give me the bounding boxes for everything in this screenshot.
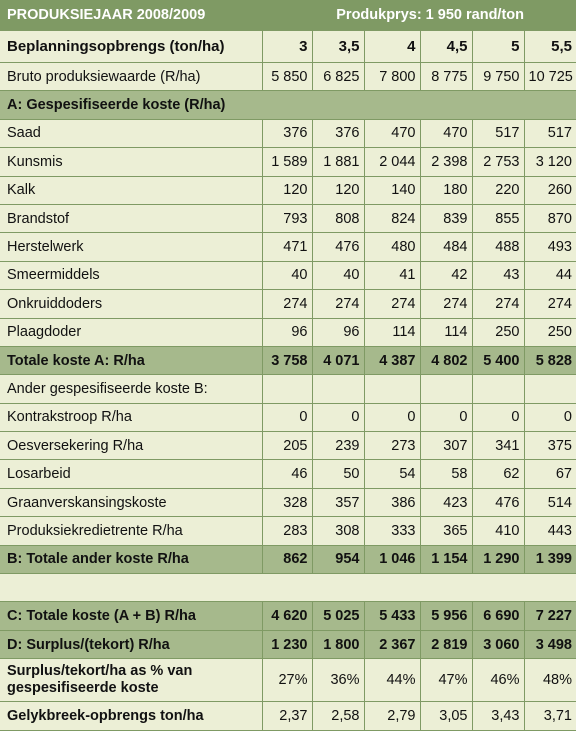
- row-label: Gelykbreek-opbrengs ton/ha: [0, 702, 262, 730]
- section-b-title: Ander gespesifiseerde koste B:: [0, 375, 262, 403]
- cell: 5 828: [524, 346, 576, 374]
- spacer-row: [0, 574, 576, 602]
- table-row: [0, 488, 576, 516]
- cell: [524, 375, 576, 403]
- cell: 283: [262, 517, 312, 545]
- row-label: Kontrakstroop R/ha: [0, 403, 262, 431]
- cell: 954: [312, 545, 364, 573]
- cell: 6 690: [472, 602, 524, 630]
- cell: 471: [262, 233, 312, 261]
- spacer: [0, 574, 576, 602]
- cell: 220: [472, 176, 524, 204]
- cell: 120: [312, 176, 364, 204]
- header-col: 4: [364, 31, 420, 63]
- product-price-title: Produkprys: 1 950 rand/ton: [336, 7, 524, 23]
- cell: 1 881: [312, 148, 364, 176]
- row-label: Surplus/tekort/ha as % van gespesifiseerde koste: [0, 659, 262, 702]
- cell: 470: [364, 119, 420, 147]
- cell: 488: [472, 233, 524, 261]
- cell: 1 290: [472, 545, 524, 573]
- cell: 824: [364, 204, 420, 232]
- cell: 3 120: [524, 148, 576, 176]
- cell: 870: [524, 204, 576, 232]
- cell: 2 753: [472, 148, 524, 176]
- cell: 274: [420, 290, 472, 318]
- cell: 5 025: [312, 602, 364, 630]
- header-col: 3: [262, 31, 312, 63]
- cell: 0: [472, 403, 524, 431]
- surplus-row: [0, 630, 576, 658]
- cell: 443: [524, 517, 576, 545]
- gross-value-row: [0, 63, 576, 91]
- cell: 0: [262, 403, 312, 431]
- cell: 40: [312, 261, 364, 289]
- cell: 410: [472, 517, 524, 545]
- cell: 365: [420, 517, 472, 545]
- cell: 480: [364, 233, 420, 261]
- cell: 5 400: [472, 346, 524, 374]
- cell: 307: [420, 432, 472, 460]
- cell: [262, 375, 312, 403]
- cell: 341: [472, 432, 524, 460]
- cell: 96: [262, 318, 312, 346]
- cell: 58: [420, 460, 472, 488]
- breakeven-row: [0, 702, 576, 730]
- percent-row: [0, 659, 576, 702]
- cell: 2,58: [312, 702, 364, 730]
- cell: 2 367: [364, 630, 420, 658]
- cell: 5 433: [364, 602, 420, 630]
- cell: 1 154: [420, 545, 472, 573]
- row-label: Onkruiddoders: [0, 290, 262, 318]
- cell: 386: [364, 488, 420, 516]
- table-row: [0, 318, 576, 346]
- cell: 44%: [364, 659, 420, 702]
- cell: 2 398: [420, 148, 472, 176]
- cell: 357: [312, 488, 364, 516]
- table-row: [0, 517, 576, 545]
- table-row: [0, 176, 576, 204]
- cell: 10 725: [524, 63, 576, 91]
- table-row: [0, 432, 576, 460]
- row-label: B: Totale ander koste R/ha: [0, 545, 262, 573]
- cell: 517: [524, 119, 576, 147]
- cell: 493: [524, 233, 576, 261]
- cell: 180: [420, 176, 472, 204]
- cell: 48%: [524, 659, 576, 702]
- cell: 470: [420, 119, 472, 147]
- section-a-title: A: Gespesifiseerde koste (R/ha): [0, 91, 576, 119]
- row-label: Smeermiddels: [0, 261, 262, 289]
- cell: 476: [472, 488, 524, 516]
- cell: 5 956: [420, 602, 472, 630]
- total-b-row: [0, 545, 576, 573]
- cell: 375: [524, 432, 576, 460]
- cell: 3,71: [524, 702, 576, 730]
- cell: 0: [524, 403, 576, 431]
- cell: 333: [364, 517, 420, 545]
- table-row: [0, 119, 576, 147]
- cell: 274: [524, 290, 576, 318]
- row-label: C: Totale koste (A + B) R/ha: [0, 602, 262, 630]
- cell: 2 044: [364, 148, 420, 176]
- cell: 376: [262, 119, 312, 147]
- table-row: [0, 148, 576, 176]
- cell: 27%: [262, 659, 312, 702]
- cell: 376: [312, 119, 364, 147]
- title-bar: [0, 0, 576, 30]
- cell: 1 589: [262, 148, 312, 176]
- header-col: 5,5: [524, 31, 576, 63]
- cell: 7 800: [364, 63, 420, 91]
- cell: 62: [472, 460, 524, 488]
- cell: 3,43: [472, 702, 524, 730]
- row-label: Losarbeid: [0, 460, 262, 488]
- cell: 42: [420, 261, 472, 289]
- cell: 1 399: [524, 545, 576, 573]
- cell: 44: [524, 261, 576, 289]
- cell: 46%: [472, 659, 524, 702]
- cell: 140: [364, 176, 420, 204]
- cell: 0: [312, 403, 364, 431]
- cell: 40: [262, 261, 312, 289]
- cell: 8 775: [420, 63, 472, 91]
- cell: 36%: [312, 659, 364, 702]
- cell: 3 758: [262, 346, 312, 374]
- section-a-heading: [0, 91, 576, 119]
- cell: 1 046: [364, 545, 420, 573]
- cell: [364, 375, 420, 403]
- cell: 274: [262, 290, 312, 318]
- table-row: [0, 233, 576, 261]
- production-year-title: PRODUKSIEJAAR 2008/2009: [7, 7, 206, 23]
- row-label: Plaagdoder: [0, 318, 262, 346]
- cell: 250: [472, 318, 524, 346]
- cell: 50: [312, 460, 364, 488]
- cell: 205: [262, 432, 312, 460]
- cost-table: [0, 30, 576, 731]
- cell: 7 227: [524, 602, 576, 630]
- row-label: Kunsmis: [0, 148, 262, 176]
- cell: 9 750: [472, 63, 524, 91]
- row-label: Herstelwerk: [0, 233, 262, 261]
- cell: 6 825: [312, 63, 364, 91]
- cell: 260: [524, 176, 576, 204]
- cell: [312, 375, 364, 403]
- cell: 423: [420, 488, 472, 516]
- cell: 67: [524, 460, 576, 488]
- cell: 4 387: [364, 346, 420, 374]
- cell: 239: [312, 432, 364, 460]
- row-label: Brandstof: [0, 204, 262, 232]
- cell: 47%: [420, 659, 472, 702]
- cell: 3 498: [524, 630, 576, 658]
- cell: 114: [420, 318, 472, 346]
- cell: 839: [420, 204, 472, 232]
- header-col: 5: [472, 31, 524, 63]
- cell: 1 800: [312, 630, 364, 658]
- cell: 2,79: [364, 702, 420, 730]
- cell: 46: [262, 460, 312, 488]
- header-label: Beplanningsopbrengs (ton/ha): [0, 31, 262, 63]
- cell: 3,05: [420, 702, 472, 730]
- cell: 41: [364, 261, 420, 289]
- table-row: [0, 261, 576, 289]
- cell: 54: [364, 460, 420, 488]
- cell: 0: [420, 403, 472, 431]
- row-label: Graanverskansingskoste: [0, 488, 262, 516]
- cell: 96: [312, 318, 364, 346]
- cell: 855: [472, 204, 524, 232]
- header-col: 3,5: [312, 31, 364, 63]
- cell: 517: [472, 119, 524, 147]
- cell: 514: [524, 488, 576, 516]
- row-label: Produksiekredietrente R/ha: [0, 517, 262, 545]
- section-b-heading: [0, 375, 576, 403]
- row-label: Oesversekering R/ha: [0, 432, 262, 460]
- cell: 484: [420, 233, 472, 261]
- table-header-row: [0, 31, 576, 63]
- cell: 0: [364, 403, 420, 431]
- row-label: Saad: [0, 119, 262, 147]
- cell: 476: [312, 233, 364, 261]
- cell: 114: [364, 318, 420, 346]
- cell: 308: [312, 517, 364, 545]
- cell: 273: [364, 432, 420, 460]
- cell: 43: [472, 261, 524, 289]
- cell: 3 060: [472, 630, 524, 658]
- table-row: [0, 204, 576, 232]
- cell: 4 620: [262, 602, 312, 630]
- cell: [472, 375, 524, 403]
- cell: 274: [472, 290, 524, 318]
- cell: 862: [262, 545, 312, 573]
- cell: 808: [312, 204, 364, 232]
- cell: 1 230: [262, 630, 312, 658]
- cell: 328: [262, 488, 312, 516]
- cell: 2,37: [262, 702, 312, 730]
- row-label: Bruto produksiewaarde (R/ha): [0, 63, 262, 91]
- cell: 5 850: [262, 63, 312, 91]
- row-label: Totale koste A: R/ha: [0, 346, 262, 374]
- cell: 274: [312, 290, 364, 318]
- table-row: [0, 460, 576, 488]
- row-label: Kalk: [0, 176, 262, 204]
- cell: 4 802: [420, 346, 472, 374]
- cell: 793: [262, 204, 312, 232]
- cell: 250: [524, 318, 576, 346]
- cell: 274: [364, 290, 420, 318]
- row-label: D: Surplus/(tekort) R/ha: [0, 630, 262, 658]
- table-row: [0, 403, 576, 431]
- cell: 2 819: [420, 630, 472, 658]
- cell: [420, 375, 472, 403]
- cell: 4 071: [312, 346, 364, 374]
- total-c-row: [0, 602, 576, 630]
- cell: 120: [262, 176, 312, 204]
- table-row: [0, 290, 576, 318]
- total-a-row: [0, 346, 576, 374]
- header-col: 4,5: [420, 31, 472, 63]
